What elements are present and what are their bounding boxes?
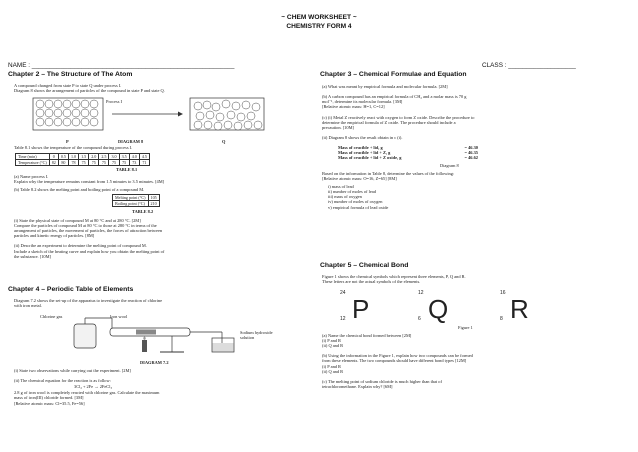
mass-number: 16 <box>500 290 506 296</box>
chapter-2-questions-c <box>14 218 304 259</box>
table-cell: Boiling point (°C) <box>113 201 149 207</box>
process-arrow <box>112 112 183 117</box>
table-cell: 75 <box>89 160 99 166</box>
diagram-8-label: DIAGRAM 8 <box>118 139 144 144</box>
chapter-4-heading: Chapter 4 – Periodic Table of Elements <box>8 286 134 293</box>
table-cell: Temperature (°C) <box>16 160 50 166</box>
table-cell: 80 <box>58 160 68 166</box>
name-field-label: NAME : _________________________________________________________ <box>8 62 235 69</box>
question-line: mass of iron(III) chloride formed. [3M] <box>14 395 84 401</box>
atomic-number: 8 <box>500 316 503 322</box>
question-line: [Relative atomic mass: H=1, C=12] <box>322 104 385 110</box>
question-line: (i) State the physical state of compound M at 80 °C and at 280 °C. [2M] <box>14 218 141 223</box>
combustion-tube <box>110 328 222 344</box>
question-line: Based on the information in Table 8, determine the values of the following: <box>322 171 455 176</box>
table-cell: 105 <box>148 195 159 201</box>
table-cell: 2.5 <box>99 154 109 160</box>
intro-line: A compound changed from state P to state Q under process I. <box>14 83 122 88</box>
question-line: (i) P and R <box>322 338 341 344</box>
question-line: Compare the particles of compound M at 80 °C to those at 280 °C in terms of the <box>14 223 157 229</box>
question-line: tetrachloromethane. Explain why? [6M] <box>322 383 393 389</box>
figure-1-label: Figure 1 <box>458 325 473 330</box>
intro-line: These letters are not the actual symbols of the elements. <box>322 279 421 285</box>
question-line: Explain why the temperature remains constant from 1.5 minutes to 3.5 minutes. [4M] <box>14 179 165 185</box>
question-line: the substance. [10M] <box>14 253 51 259</box>
chapter-4-intro <box>14 298 304 308</box>
chapter-2-heading: Chapter 2 – The Structure of The Atom <box>8 71 133 78</box>
question-line: (ii) Describe an experiment to determine the melting point of compound M. <box>14 243 147 249</box>
atomic-number: 6 <box>418 316 421 322</box>
question-line: Include a sketch of the heating curve and explain how you obtain the melting point of <box>14 248 165 254</box>
table-cell: 75 <box>99 160 109 166</box>
list-item: iii) mass of oxygen <box>328 194 362 200</box>
worksheet-subtitle: CHEMISTRY FORM 4 <box>286 23 352 30</box>
chlorine-gas-label: Chlorine gas <box>40 314 63 319</box>
list-item: i) mass of lead <box>328 184 354 190</box>
mass-label: Mass of crucible + lid + Z oxide, g <box>338 155 402 161</box>
state-p-label: P <box>66 139 69 144</box>
table-cell: 75 <box>109 160 119 166</box>
table-cell: 75 <box>119 160 129 166</box>
element-r <box>500 290 560 326</box>
iron-wool <box>136 330 156 335</box>
table-cell: Melting point (°C) <box>113 195 149 201</box>
table-cell: 78 <box>68 160 78 166</box>
mass-number: 24 <box>340 290 346 296</box>
diagram-8-label: Diagram 8 <box>440 163 459 168</box>
mass-value: = 46.62 <box>464 155 478 161</box>
element-q <box>418 290 478 326</box>
iron-wool-label: Iron wool <box>110 314 128 319</box>
state-p-box <box>33 98 103 130</box>
mass-value: = 46.30 <box>464 145 478 150</box>
table-8-2 <box>112 194 160 207</box>
chemical-equation: 3Cl₂ + 2Fe → 2FeCl₃ <box>74 384 112 390</box>
question-line: (i) State two observations while carrying out the experiment. [2M] <box>14 368 131 373</box>
question-line: precaution. [10M] <box>322 124 354 130</box>
question-line: (b) Using the information in the Figure 1, explain how two compounds can be formed <box>322 353 473 359</box>
intro-line: Figure 1 shows the chemical symbols which represent three elements, P, Q and R. <box>322 274 466 279</box>
question-line: (ii) Diagram 8 shows the result obtain in c (i). <box>322 134 403 140</box>
chapter-2-questions-a-b <box>14 174 304 192</box>
element-symbol: Q <box>428 294 449 324</box>
mass-label: Mass of crucible + lid, g <box>338 145 383 150</box>
naoh-label: Sodium hydroxide solution <box>240 330 273 341</box>
question-line: (c) The melting point of sodium chloride is much higher than that of <box>322 378 442 384</box>
particle-diagram-8 <box>30 96 280 140</box>
worksheet-title: ~ CHEM WORKSHEET ~ <box>281 14 357 21</box>
table-cell: 4.0 <box>129 154 139 160</box>
intro-line: Diagram 7.2 shows the set-up of the apparatus to investigate the reaction of chlorine <box>14 298 163 303</box>
intro-line: Diagram 8 shows the arrangement of particles of the compound in state P and state Q. <box>14 88 165 94</box>
question-line: (b) A carbon compound has an empirical formula of CH₂ and a molar mass is 70 g <box>322 94 467 100</box>
chapter-5-intro <box>322 274 627 284</box>
table-8-1 <box>15 153 150 166</box>
mass-row <box>338 155 498 160</box>
question-line: (ii) Q and R <box>322 368 344 374</box>
table-cell: 210 <box>148 201 159 207</box>
table-row <box>113 201 160 207</box>
list-item: v) empirical formula of lead oxide <box>328 204 389 210</box>
question-line: (b) Table 8.2 shows the melting point and boiling point of a compound M. <box>14 187 145 193</box>
table-cell: 3.0 <box>109 154 119 160</box>
question-line: (c) (i) Metal Z reactively react with oxygen to form Z oxide. Describe the procedure to <box>322 114 475 120</box>
chapter-4-questions <box>14 368 304 406</box>
question-line: particles and kinetic energy of particles. [8M] <box>14 233 95 239</box>
atomic-number: 12 <box>340 316 346 322</box>
mass-number: 12 <box>418 290 424 296</box>
bunsen-burner <box>142 336 147 352</box>
question-line: from these elements. The two compounds should have different bond types [12M] <box>322 358 467 364</box>
question-line: (a) What was meant by empirical formula and molecular formula. [2M] <box>322 84 448 89</box>
chapter-2-intro <box>14 83 304 93</box>
mass-label: Mass of crucible + lid + Z, g <box>338 150 391 156</box>
table-cell: 73 <box>129 160 139 166</box>
element-p <box>340 290 400 326</box>
question-line: (ii) Q and R <box>322 343 344 349</box>
table-cell: 0 <box>49 154 58 160</box>
table-8-1-caption: Table 8.1 shows the temperature of the compound during process I. <box>14 145 133 150</box>
question-line: (i) P and R <box>322 363 341 369</box>
table-8-2-label: TABLE 8.2 <box>132 209 154 214</box>
list-item: iv) number of moles of oxygen <box>328 199 383 205</box>
chapter-5-heading: Chapter 5 – Chemical Bond <box>320 262 409 269</box>
question-line: (ii) The chemical equation for the reaction is as follow: <box>14 378 111 384</box>
table-cell: 4.5 <box>139 154 149 160</box>
table-cell: 82 <box>49 160 58 166</box>
question-line: [Relative atomic mass: O=16, Z=65] [8M] <box>322 176 397 182</box>
table-cell: 2.0 <box>89 154 99 160</box>
table-cell: 1.5 <box>79 154 89 160</box>
mass-table <box>338 145 498 160</box>
chapter-3-questions <box>322 84 627 140</box>
table-cell: 0.5 <box>58 154 68 160</box>
retort-stand <box>160 336 184 352</box>
table-cell: 75 <box>79 160 89 166</box>
chapter-5-questions <box>322 333 627 389</box>
table-cell: 1.0 <box>68 154 78 160</box>
class-field-label: CLASS : ___________________ <box>482 62 576 69</box>
diagram-7-2-label: DIAGRAM 7.2 <box>140 360 169 365</box>
chapter-3-followup <box>322 171 627 210</box>
table-row <box>113 195 160 201</box>
question-line: (a) Name the chemical bond formed between [2M] <box>322 333 412 338</box>
chapter-3-heading: Chapter 3 – Chemical Formulae and Equation <box>320 71 467 78</box>
state-q-box <box>190 98 264 130</box>
table-cell: 71 <box>139 160 149 166</box>
table-row <box>16 160 150 166</box>
table-cell: 3.5 <box>119 154 129 160</box>
question-line: (a) Name process I. <box>14 174 49 179</box>
question-line: arrangement of particles, the movement of particles, the forces of attraction between <box>14 228 163 234</box>
mass-value: = 46.35 <box>464 150 478 156</box>
naoh-beaker <box>212 338 234 352</box>
question-line: mol⁻¹, determine its molecular formula. [3M] <box>322 99 403 105</box>
question-line: determine the empirical formula of Z oxide. The procedure should include a <box>322 119 456 125</box>
element-symbol: R <box>510 294 529 324</box>
question-line: [Relative atomic mass: Cl=35.5, Fe=56] <box>14 400 85 406</box>
question-line: 2.8 g of iron wool is completely reacted with chlorine gas. Calculate the maximum <box>14 390 160 396</box>
table-8-1-label: TABLE 8.1 <box>116 167 138 172</box>
state-q-label: Q <box>222 139 226 144</box>
process-label: Process I <box>106 99 122 104</box>
table-cell: Time (min) <box>16 154 50 160</box>
list-item: ii) number of moles of lead <box>328 189 376 195</box>
intro-line: with iron metal. <box>14 303 42 309</box>
chlorine-flask <box>74 318 112 348</box>
element-symbol: P <box>352 294 370 324</box>
